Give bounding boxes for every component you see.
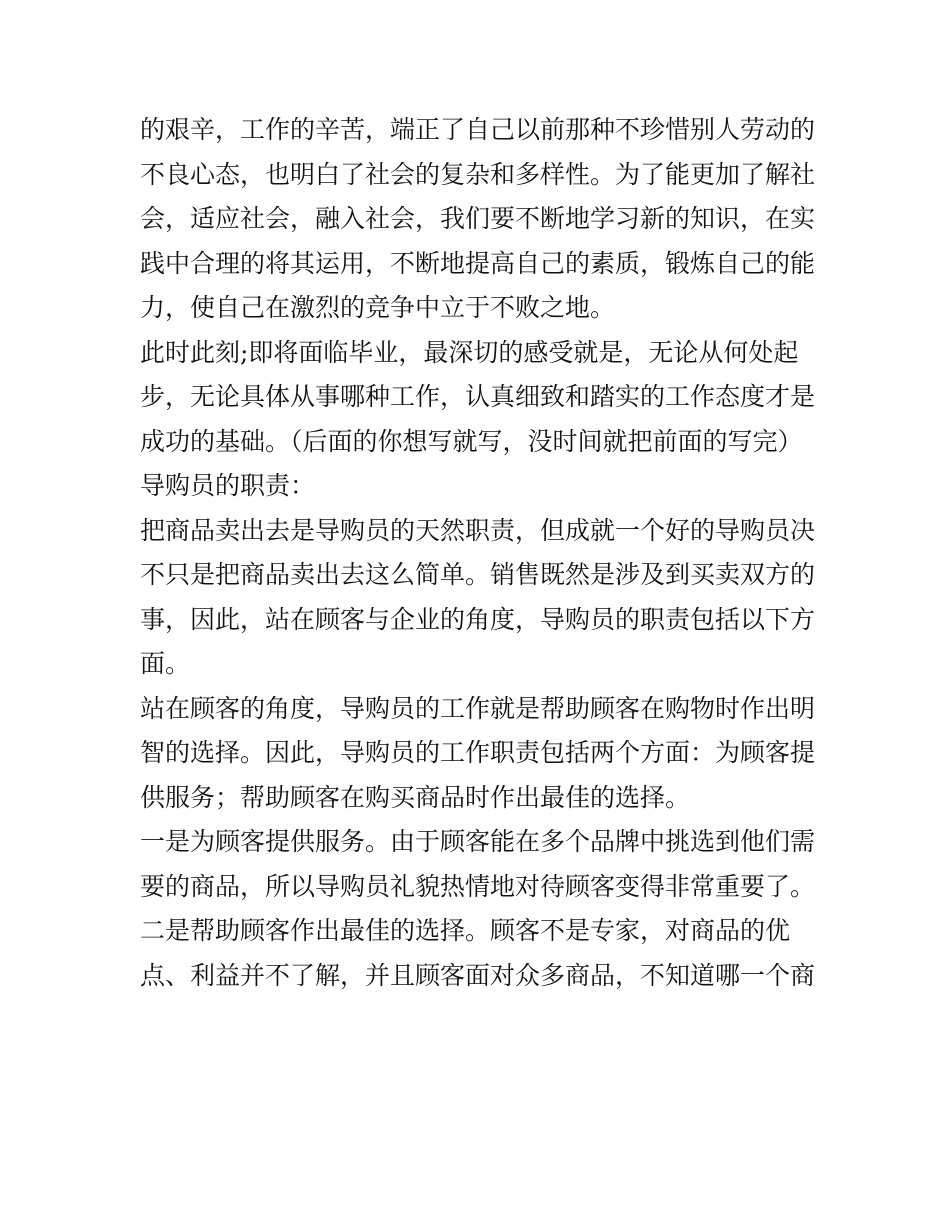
text-line: 供服务；帮助顾客在购买商品时作出最佳的选择。	[140, 782, 691, 812]
text-line: 步，无论具体从事哪种工作，认真细致和踏实的工作态度才是	[140, 382, 816, 411]
text-line: 力，使自己在激烈的竞争中立于不败之地。	[140, 293, 616, 322]
text-line: 要的商品，所以导购员礼貌热情地对待顾客变得非常重要了。	[140, 871, 816, 901]
text-line: 事，因此，站在顾客与企业的角度，导购员的职责包括以下方	[140, 604, 816, 634]
text-line: 一是为顾客提供服务。由于顾客能在多个品牌中挑选到他们需	[140, 827, 816, 856]
section-heading: 导购员的职责：	[140, 471, 316, 500]
text-line: 不只是把商品卖出去这么简单。销售既然是涉及到买卖双方的	[140, 560, 816, 589]
text-line: 面。	[140, 649, 191, 678]
text-line: 站在顾客的角度，导购员的工作就是帮助顾客在购物时作出明	[140, 693, 816, 723]
text-line: 会，适应社会，融入社会，我们要不断地学习新的知识，在实	[140, 204, 816, 233]
text-line: 的艰辛，工作的辛苦，端正了自己以前那种不珍惜别人劳动的	[140, 115, 816, 144]
text-line: 成功的基础。（后面的你想写就写，没时间就把前面的写完）	[140, 426, 803, 456]
document-body	[140, 108, 820, 998]
text-line: 践中合理的将其运用，不断地提高自己的素质，锻炼自己的能	[140, 248, 816, 278]
text-line: 此时此刻;即将面临毕业，最深切的感受就是，无论从何处起	[140, 337, 799, 367]
text-line: 不良心态，也明白了社会的复杂和多样性。为了能更加了解社	[140, 159, 816, 189]
text-line: 点、利益并不了解，并且顾客面对众多商品，不知道哪一个商	[140, 960, 816, 990]
text-line: 智的选择。因此，导购员的工作职责包括两个方面：为顾客提	[140, 738, 816, 767]
text-line: 二是帮助顾客作出最佳的选择。顾客不是专家，对商品的优	[140, 916, 791, 945]
text-line: 把商品卖出去是导购员的天然职责，但成就一个好的导购员决	[140, 515, 816, 545]
